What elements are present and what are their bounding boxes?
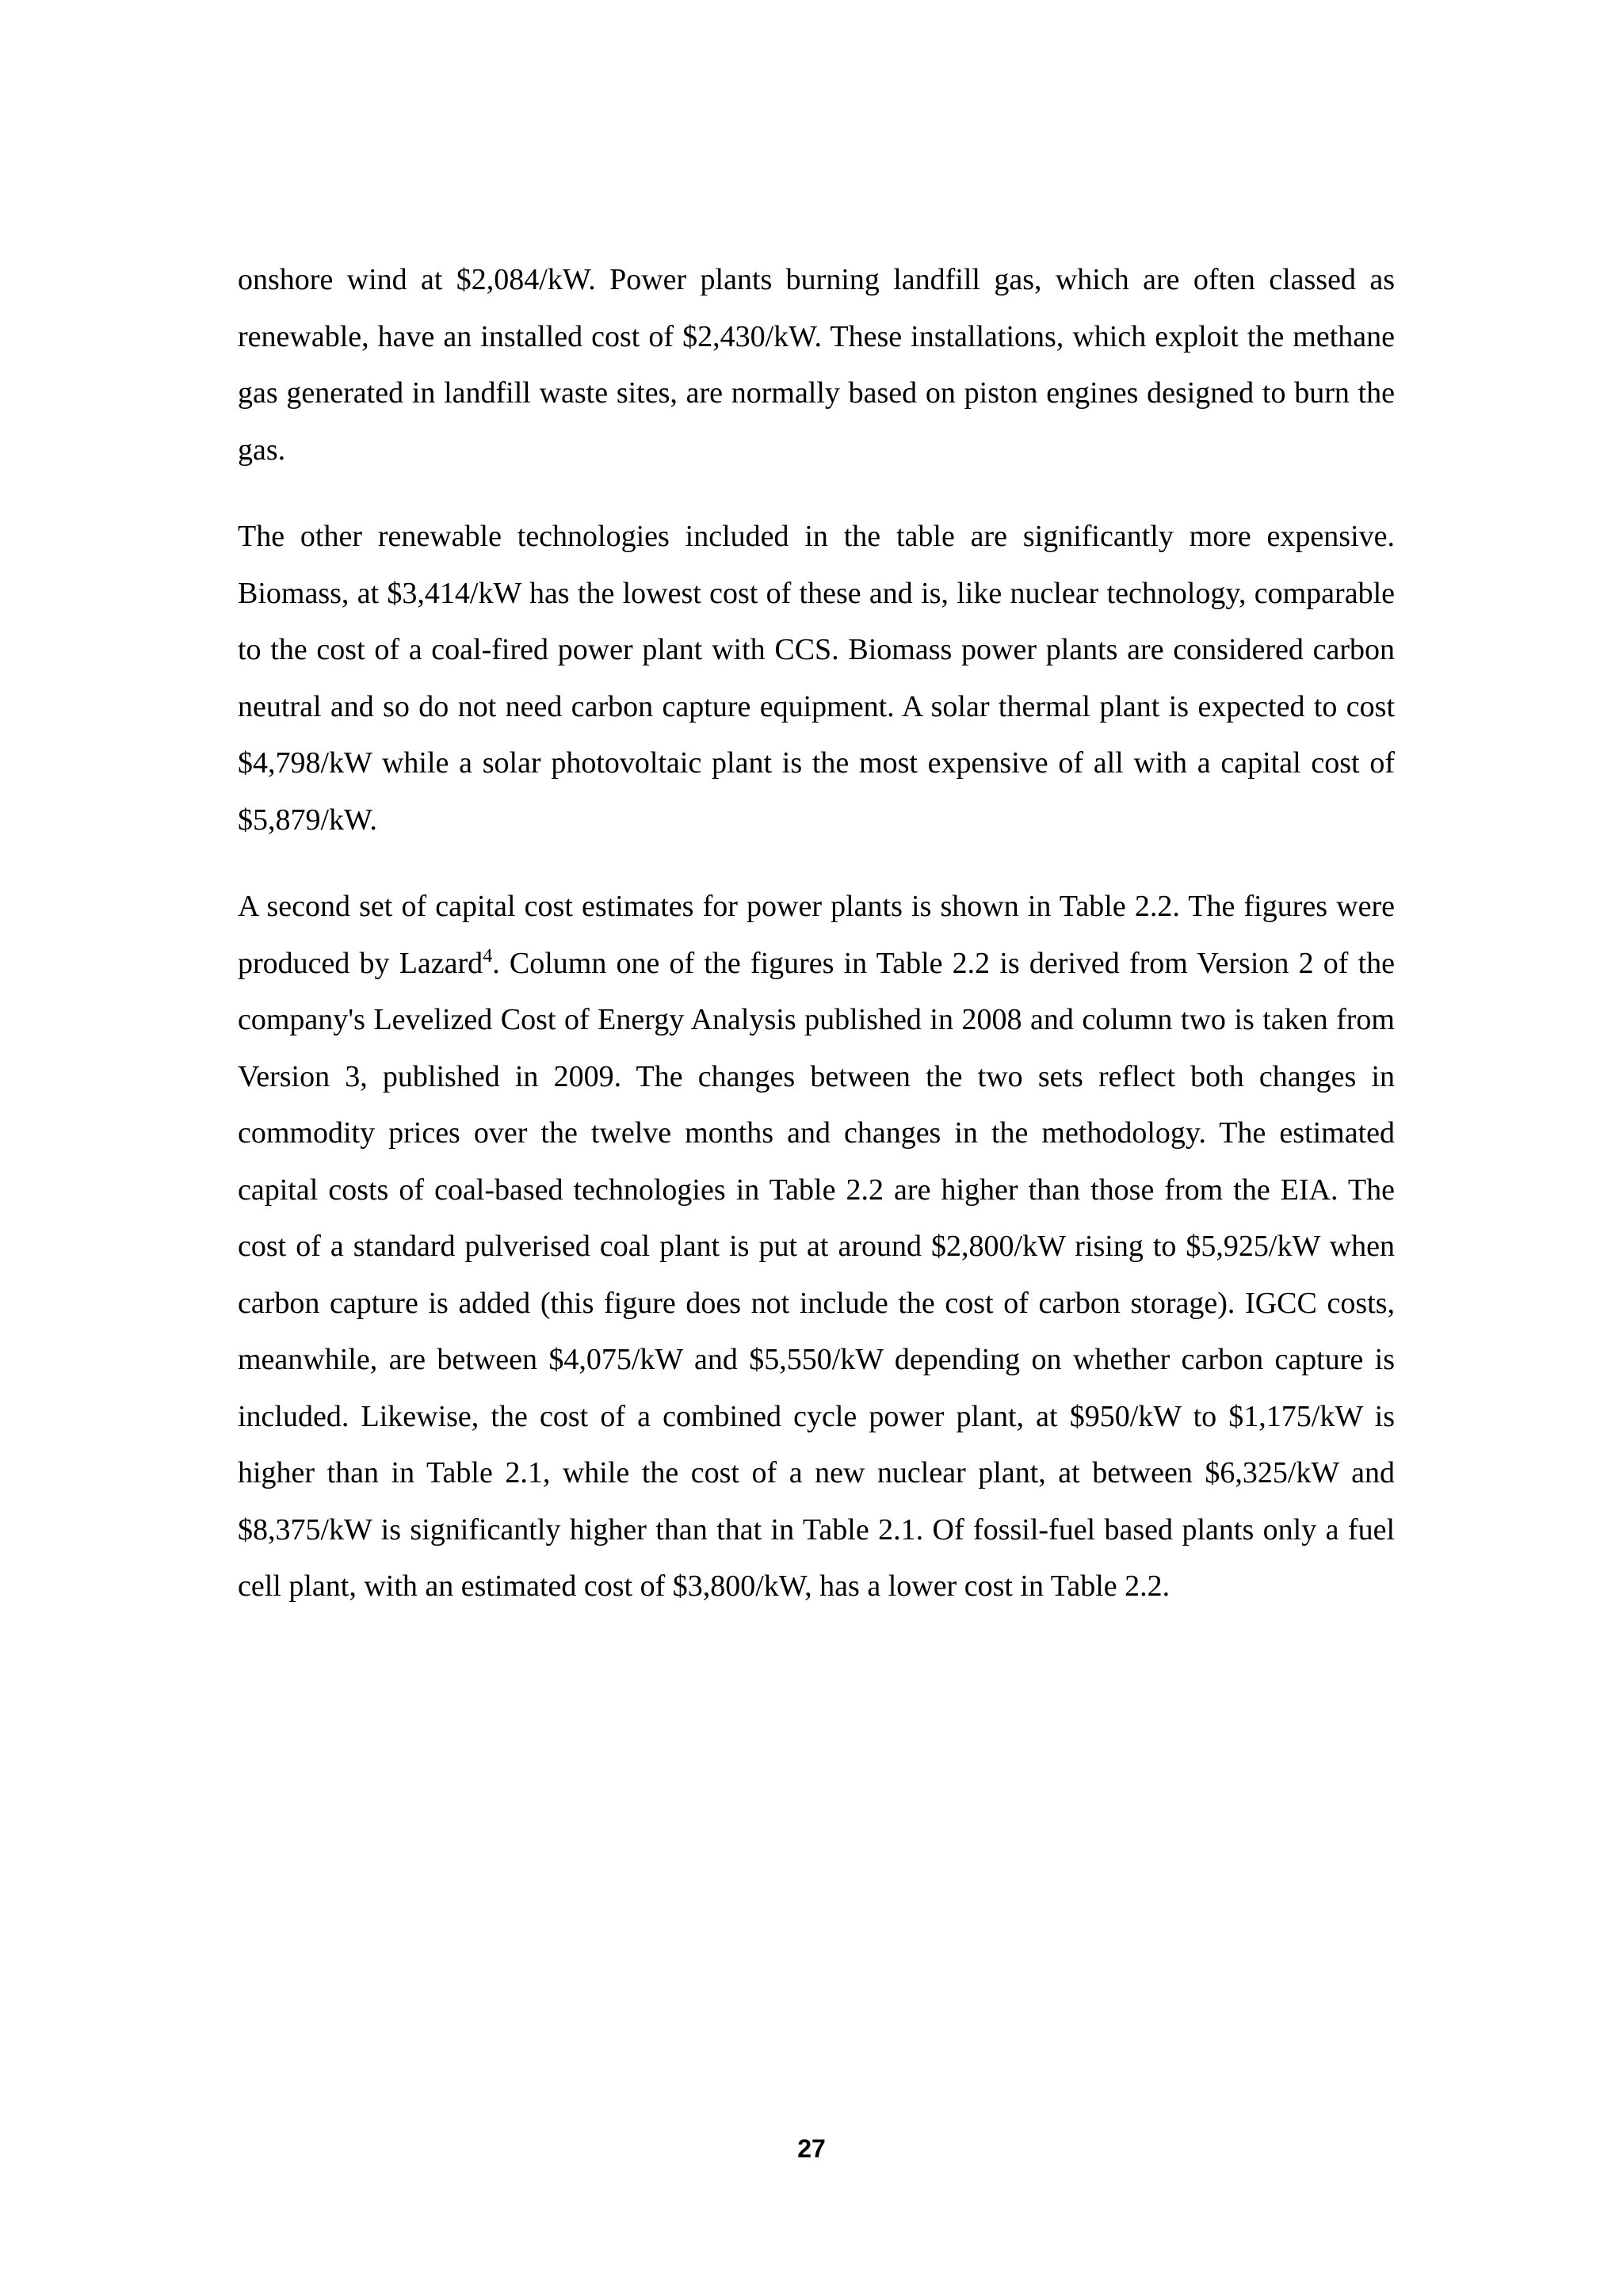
paragraph-lazard-estimates [238,879,1395,1615]
page-number: 27 [797,2134,826,2163]
body-text [238,252,1395,1646]
paragraph-text-before-footnote: A second set of capital cost estimates for power plants is shown in Table 2.2. The figures were produced by Lazard [238,890,1395,980]
footnote-marker[interactable]: 4 [483,945,493,967]
paragraph-renewable-technologies: The other renewable technologies included in the table are significantly more expensive. Biomass, at $3,414/kW has the lowest cost of these and is, like nuclear technology, comparable to the cost of a coal-fired power plant with CCS. Biomass power plants are considered carbon neutral and so do not need carbon capture equipment. A solar thermal plant is expected to cost $4,798/kW while a solar photovoltaic plant is the most expensive of all with a capital cost of $5,879/kW. [238,520,1395,837]
paragraph-text-after-footnote: . Column one of the figures in Table 2.2 is derived from Version 2 of the company's Levelized Cost of Energy Analysis published in 2008 and column two is taken from Version 3, published in 2009. The changes between the two sets reflect both changes in commodity prices over the twelve months and changes in the methodology. The estimated capital costs of coal-based technologies in Table 2.2 are higher than those from the EIA. The cost of a standard pulverised coal plant is put at around $2,800/kW rising to $5,925/kW when carbon capture is added (this figure does not include the cost of carbon storage). IGCC costs, meanwhile, are between $4,075/kW and $5,550/kW depending on whether carbon capture is included. Likewise, the cost of a combined cycle power plant, at $950/kW to $1,175/kW is higher than in Table 2.1, while the cost of a new nuclear plant, at between $6,325/kW and $8,375/kW is significantly higher than that in Table 2.1. Of fossil-fuel based plants only a fuel cell plant, with an estimated cost of $3,800/kW, has a lower cost in Table 2.2. [238,946,1395,1603]
paragraph-onshore-wind: onshore wind at $2,084/kW. Power plants burning landfill gas, which are often classed as renewable, have an installed cost of $2,430/kW. These installations, which exploit the methane gas generated in landfill waste sites, are normally based on piston engines designed to burn the gas. [238,263,1395,467]
